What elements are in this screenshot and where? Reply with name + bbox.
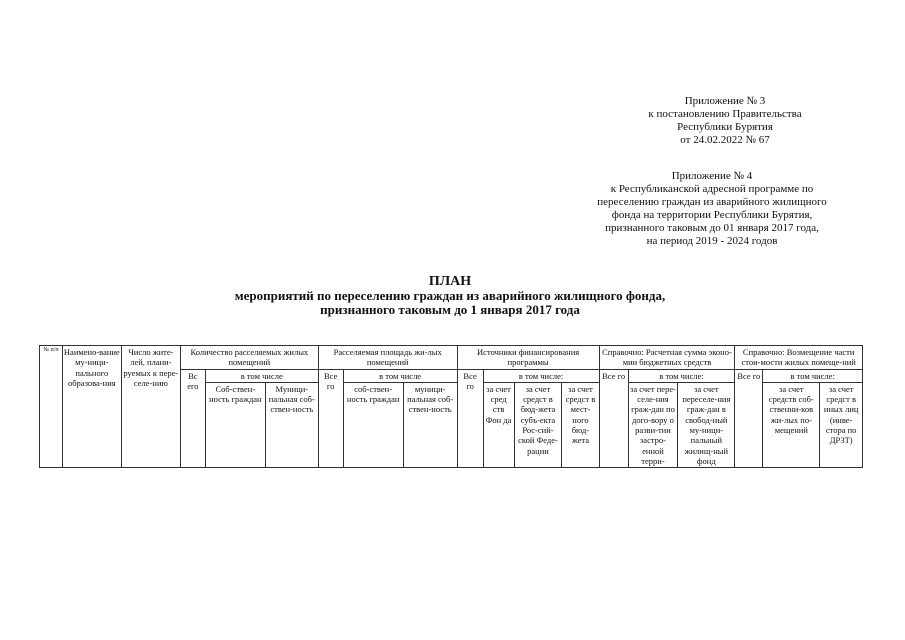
source-local-header: за счет средст в мест-ного бюд-жета [562,382,599,467]
area-own-header: соб-ствен-ность граждан [343,382,403,467]
refund-in-that-header: в том числе: [763,369,863,382]
appendix-4-line-2: к Республиканской адресной программе по [610,183,814,195]
sources-in-that-header: в том числе: [483,369,599,382]
appendix-4-line-5: признанного таковым до 01 января 2017 года, [605,222,819,234]
table-header-row-1 [40,346,863,370]
count-own-header: Соб-ствен-ность граждан [205,382,265,467]
col-residents-header: Число жите-лей, плани-руемых к пере-селе-нию [121,346,180,468]
budget-free-fund-header: за счет переселе-ния граж-дан в свобод-ный му-ници-пальный жилищ-ный фонд [678,382,735,467]
group-budget-header: Справочно: Расчетная сумма эконо-мии бюджетных средств [599,346,735,370]
group-count-header: Количество расселяемых жилых помещений [180,346,318,370]
appendix-4-line-6: на период 2019 - 2024 годов [646,235,778,247]
area-total-header: Все го [318,369,343,468]
plan-table [39,345,863,468]
appendix-3-line-4: от 24.02.2022 № 67 [680,134,770,146]
appendix-3-header [600,95,850,147]
col-number-header: № п/п [40,346,63,468]
refund-total-header: Все го [735,369,763,468]
area-mun-header: муници-пальная соб-ствен-ность [403,382,457,467]
budget-contract-header: за счет пере-селе-ния граж-дан по дого-вору о разви-тии застро-енной терри- [630,383,676,466]
budget-in-that-header: в том числе: [628,369,735,382]
title-plan: ПЛАН [428,274,472,289]
source-fund-header: за счет сред ств Фон да [483,382,514,467]
document-title [120,275,780,317]
refund-owners-header: за счет средств соб-ственни-ков жи-лых по-мещений [763,382,820,467]
appendix-4-line-4: фонда на территории Республики Бурятия, [611,209,813,221]
budget-total-header: Все го [599,369,628,468]
count-total-header: Вс его [180,369,205,468]
count-mun-header: Муници-пальная соб-ствен-ность [265,382,318,467]
title-line-2: мероприятий по переселению граждан из аварийного жилищного фонда, [234,288,666,303]
count-in-that-header: в том числе [205,369,318,382]
source-subject-header: за счет средст в бюд-жета субъ-екта Рос-сий-ской Феде-рации [514,382,562,467]
title-line-3: признанного таковым до 1 января 2017 года [320,302,580,317]
refund-other-header: за счет средст в иных лиц (инве-стора по ДРЗТ) [820,382,863,467]
appendix-4-line-1: Приложение № 4 [671,170,753,182]
appendix-3-line-2: к постановлению Правительства [648,108,802,120]
sources-total-header: Все го [457,369,483,468]
appendix-4-header [580,170,844,248]
appendix-3-line-1: Приложение № 3 [684,95,766,107]
group-sources-header: Источники финансирования программы [457,346,599,370]
col-municipality-header: Наимено-вание му-ници-пального образова-ния [62,346,121,468]
appendix-3-line-3: Республики Бурятия [677,121,773,133]
group-area-header: Расселяемая площадь жи-лых помещений [318,346,457,370]
area-in-that-header: в том числе [343,369,457,382]
group-refund-header: Справочно: Возмещение части стои-мости жилых помеще-ний [735,346,863,370]
appendix-4-line-3: переселению граждан из аварийного жилищного [597,196,827,208]
